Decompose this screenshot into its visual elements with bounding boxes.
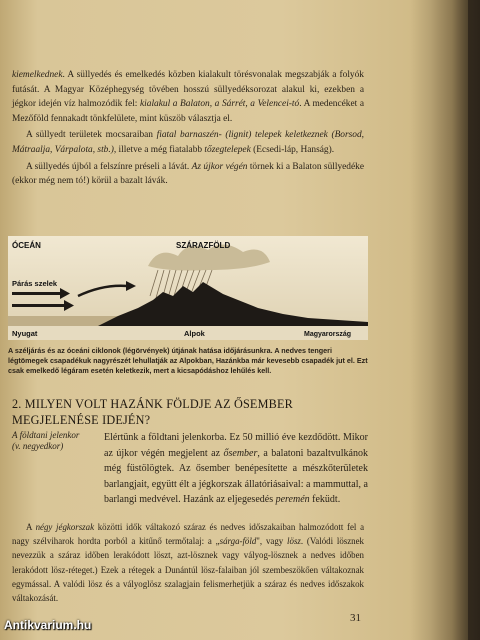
section-heading: 2. MILYEN VOLT HAZÁNK FÖLDJE AZ ŐSEMBER MEGJELENÉSE IDEJÉN? [12,397,293,427]
margin-note-line1: A földtani jelenkor [12,430,80,440]
climate-diagram [8,236,368,340]
margin-note-line2: (v. negyedkor) [12,441,64,451]
paragraph-faults: kiemelkednek. A süllyedés és emelkedés közben kialakult törésvonalak megszabják a folyók futását. A Magyar Középhegység tövében hosszú süllyedéksorozat alakul ki, ezekben a jégkor idején víz halmozódik fel: kialakul a Balaton, a Sárrét, a Velencei-tó. A medencéket a Mezőföld fennakadt tönkfelülete, mint küszöb választja el. [12,70,364,124]
paragraph-lignite: A süllyedt területek mocsaraiban fiatal barnaszén- (lignit) telepek keletkeznek (Borsod, Mátraalja, Várpalota, stb.), illetve a még fiatalabb tőzegtelepek (Ecsedi-láp, Hanság). [12,130,364,155]
wind-label: Párás szelek [12,279,58,288]
loess-text [12,520,364,605]
diagram-caption: A széljárás és az óceáni ciklonok (légörvények) útjának hatása időjárásunkra. A nedves tengeri légtömegek csapadékuk nagyrészét lehullatják az Alpokban, Hazánkba már kevesebb csapadék jut el. Ezt csak emelkedő légáram esetén keletkezik, mert a kicsapódáshoz lehűlés kell. [8,346,368,375]
west-label: Nyugat [12,329,38,338]
paragraph-present-era: Elértünk a földtani jelenkorba. Ez 50 millió éve kezdődött. Mikor az újkor végén megjelent az ősember, a balatoni bazaltvulkánok még füstölögtek. Az ősember benépesítette a mészkőterületek barlangjait, együtt élt a jégkorszak állatóriásaival: a mammuttal, a barlangi medvével. Hazánk az eljegesedés peremén feküdt. [104,432,368,506]
paragraph-loess: A négy jégkorszak közötti idők váltakozó száraz és nedves időszakaiban halmozódott fel a nagy szélviharok hordta porból a kitűnő termőtalaj: a „sárga-föld", vagy lösz. (Valódi lösznek nevezzük a száraz időben lerakódott löszt, azt-lösznek vagy vályog-lösznek a nedves időben lerakódott lösz-réteget.) Ezek a rétegek a Dunántúl lösz-falaiban jól szembeszökően váltakoznak egymással. A valódi lösz és a vályoglösz szalagjain felismerhetjük a száraz és nedves időszakok váltakozását. [12,522,365,604]
paragraph-lava: A süllyedés újból a felszínre préseli a lávát. Az újkor végén törnek ki a Balaton süllyedéke (ekkor még nem tó!) körül a bazalt lávák. [12,161,365,187]
book-spine-shadow [410,0,480,640]
hungary-label: Magyarország [304,331,352,338]
intro-text [12,68,364,191]
page-number: 31 [350,612,361,624]
watermark: Antikvarium.hu [4,618,92,632]
land-label: SZÁRAZFÖLD [176,241,231,250]
geology-paragraph [12,430,368,508]
climate-diagram-svg [8,236,368,340]
ocean-label: ÓCEÁN [12,241,41,250]
alps-label: Alpok [184,329,205,338]
